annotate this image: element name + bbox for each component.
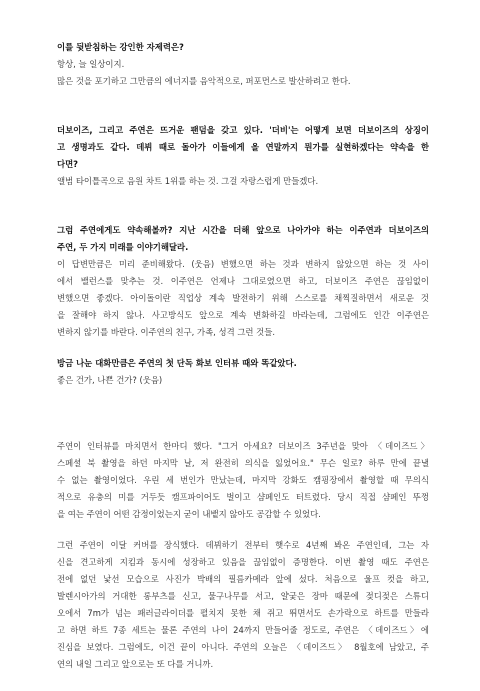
answer-line: 을 잘해야 하지 않나. 사고방식도 앞으로 계속 변화하길 바라는데, 그럼에도 인간 이주연은	[57, 310, 429, 320]
question-line: 주연, 두 가지 미래를 이야기해달라.	[57, 242, 189, 252]
paragraph-line: 신을 견고하게 지킴과 동시에 성장하고 있음을 끊임없이 증명한다. 이번 촬영 때도 주연은	[57, 557, 429, 567]
interview-answer	[57, 372, 429, 389]
interview-answer	[57, 173, 429, 190]
interview-answer	[57, 256, 429, 341]
paragraph-line: 스페셜 북 촬영을 하던 마지막 날, 저 완전히 의식을 잃었어요." 무슨 일로? 하루 만에 끝낼	[57, 458, 429, 468]
interview-question	[57, 222, 429, 256]
interview-question	[57, 39, 429, 56]
answer-line: 변했으면 좋겠다. 아이돌이란 직업상 계속 발전하기 위해 스스로를 채찍질하면서 새로운 것	[57, 293, 429, 303]
paragraph-line: 수 없는 촬영이었다. 우린 세 번인가 만났는데, 마지막 강화도 캠핑장에서 촬영할 때 무의식	[57, 475, 429, 485]
answer-line: 이 답변만큼은 미리 준비해왔다. (웃음) 변했으면 하는 것과 변하지 않았으면 하는 것 사이	[57, 259, 429, 269]
body-paragraph	[57, 537, 429, 673]
paragraph-line: 그런 주연이 이달 커버를 장식했다. 데뷔하기 전부터 햇수로 4년째 봐온 주연인데, 그는 자	[57, 540, 429, 550]
answer-line: 앨범 타이틀곡으로 음원 차트 1위를 하는 것. 그걸 자랑스럽게 만들겠다.	[57, 176, 319, 186]
paragraph-line: 전에 없던 낯선 모습으로 사진가 박배의 필름카메라 앞에 섰다. 처음으로 울프 컷을 하고,	[57, 574, 429, 584]
question-line: 고 생명과도 같다. 데뷔 때로 돌아가 이들에게 올 연말까지 뭔가를 실현하겠다는 약속을 한	[57, 142, 429, 152]
paragraph-line: 발렌시아가의 거대한 롱부츠를 신고, 물구나무를 서고, 얄궂은 장마 때문에 젖디젖은 스튜디	[57, 591, 429, 601]
answer-line: 항상, 늘 일상이지.	[57, 59, 125, 69]
paragraph-line: 주연이 인터뷰를 마치면서 한마디 했다. "그거 아세요? 더보이즈 3주년을 맞아 〈데이즈드〉	[57, 441, 429, 451]
paragraph-line: 연의 내일 그리고 앞으로는 또 다를 거니까.	[57, 659, 214, 669]
answer-line: 좋은 건가, 나쁜 건가? (웃음)	[57, 375, 163, 385]
answer-line: 에서 밸런스를 맞추는 것. 이주연은 언제나 그대로였으면 하고, 더보이즈 주연은 끊임없이	[57, 276, 429, 286]
paragraph-line: 을 여는 주연이 어떤 감정이었는지 굳이 내뱉지 않아도 공감할 수 있었다.	[57, 509, 321, 519]
paragraph-line: 적으로 유충의 미를 거두듯 캠프파이어도 벌이고 샴페인도 터트렸다. 당시 직접 샴페인 뚜껑	[57, 492, 429, 502]
answer-line: 변하지 않기를 바란다. 이주연의 친구, 가족, 성격 그런 것들.	[57, 327, 276, 337]
interview-question	[57, 122, 429, 173]
answer-line: 많은 것을 포기하고 그만큼의 에너지를 음악적으로, 퍼포먼스로 발산하려고 한다.	[57, 76, 351, 86]
paragraph-line: 고 하면 하트 7종 세트는 물론 주연의 나이 24까지 만들어줄 정도로, 주연은 〈데이즈드〉에	[57, 625, 429, 635]
question-line: 더보이즈, 그리고 주연은 뜨거운 팬덤을 갖고 있다. '더비'는 어떻게 보면 더보이즈의 상징이	[57, 125, 429, 135]
body-paragraph	[57, 438, 429, 523]
paragraph-line: 진심을 보였다. 그럼에도, 이건 끝이 아니다. 주연의 오늘은 〈데이즈드〉 8월호에 남았고, 주	[57, 642, 429, 652]
paragraph-line: 오에서 7m가 넘는 패러글라이더를 펼치지 못한 채 쥐고 뛰면서도 손가락으로 하트를 만들라	[57, 608, 429, 618]
question-line: 방금 나눈 대화만큼은 주연의 첫 단독 화보 인터뷰 때와 똑같았다.	[57, 358, 297, 368]
question-line: 그럼 주연에게도 약속해볼까? 지난 시간을 더해 앞으로 나아가야 하는 이주연과 더보이즈의	[57, 225, 429, 235]
interview-answer	[57, 56, 429, 90]
question-line: 다면?	[57, 159, 79, 169]
question-line: 이를 뒷받침하는 강인한 자제력은?	[57, 42, 184, 52]
interview-question	[57, 355, 429, 372]
